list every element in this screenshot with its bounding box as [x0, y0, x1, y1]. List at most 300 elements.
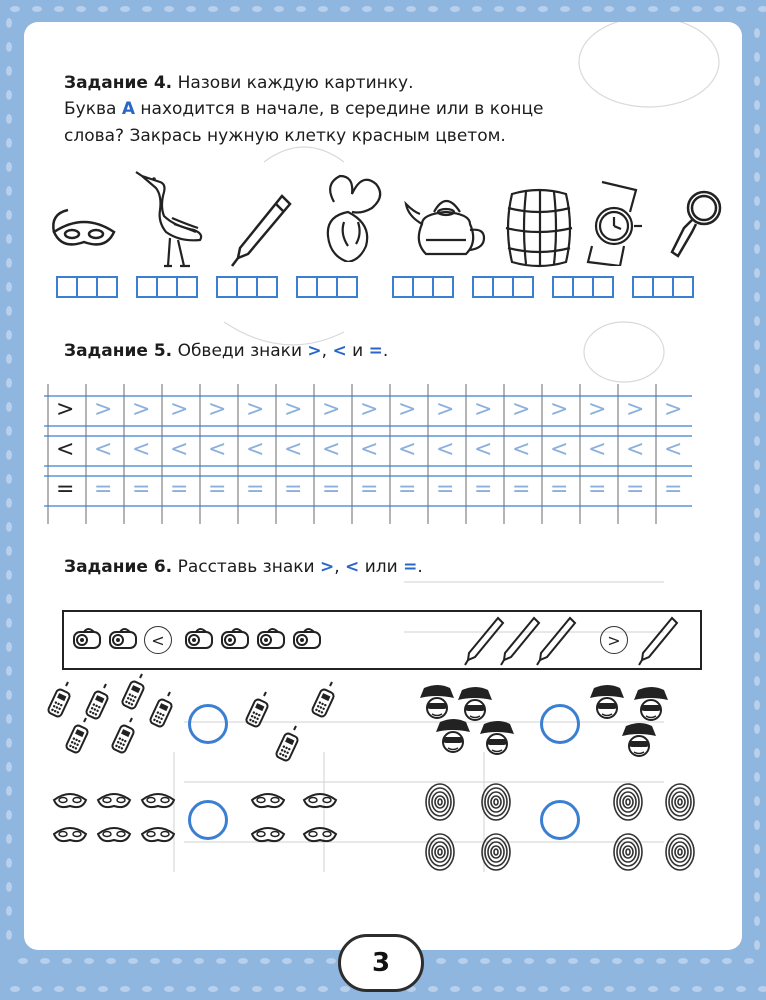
task5-text [64, 338, 388, 364]
footprint [208, 986, 218, 992]
tracing-sign: = [626, 477, 645, 502]
answer-cell[interactable] [176, 276, 198, 298]
task6-sep: , [334, 557, 340, 577]
task4-text [64, 70, 544, 149]
footprint [6, 306, 12, 316]
footprint [692, 6, 702, 12]
footprint [754, 484, 760, 494]
tracing-sign: > [208, 397, 227, 422]
footprint [670, 6, 680, 12]
footprint [6, 618, 12, 628]
footprint [754, 820, 760, 830]
answer-cell[interactable] [236, 276, 258, 298]
task4-line2b: находится в начале, в середине или в конце [140, 99, 544, 120]
tracing-sign: < [284, 437, 303, 462]
footprint [754, 604, 760, 614]
workbook-page [24, 22, 742, 950]
footprint [754, 652, 760, 662]
answer-cell[interactable] [136, 276, 158, 298]
footprint [604, 6, 614, 12]
footprint [754, 244, 760, 254]
tracing-sign: > [664, 397, 683, 422]
tracing-sign: < [436, 437, 455, 462]
footprint [6, 450, 12, 460]
letter-a: А [121, 99, 136, 120]
task5-and: и [352, 341, 364, 361]
footprint [590, 958, 600, 964]
task6-text [64, 554, 423, 580]
footprint [32, 986, 42, 992]
answer-cell[interactable] [472, 276, 494, 298]
footprint [754, 748, 760, 758]
footprint [560, 6, 570, 12]
tracing-sign: = [436, 477, 455, 502]
footprint [54, 986, 64, 992]
tracing-sign: > [94, 397, 113, 422]
footprint [252, 6, 262, 12]
footprint [98, 986, 108, 992]
answer-cell[interactable] [256, 276, 278, 298]
tracing-sign: > [588, 397, 607, 422]
footprint [656, 958, 666, 964]
footprint [754, 556, 760, 566]
footprint [6, 834, 12, 844]
task6-sign-eq: = [403, 557, 418, 577]
footprint [744, 958, 754, 964]
tracing-sign: = [360, 477, 379, 502]
footprint [304, 958, 314, 964]
footprint [54, 6, 64, 12]
task6-end: . [417, 557, 423, 577]
answer-cell[interactable] [56, 276, 78, 298]
task5-end: . [382, 341, 389, 361]
footprint [626, 6, 636, 12]
barrel-icon [504, 186, 574, 268]
tracing-sign: > [56, 397, 75, 422]
example1-sign: < [144, 626, 172, 654]
footprint [754, 28, 760, 38]
answer-cell[interactable] [552, 276, 574, 298]
tracing-sign: < [322, 437, 341, 462]
tracing-sign: < [132, 437, 151, 462]
beet-icon [314, 172, 394, 262]
tracing-sign: < [360, 437, 379, 462]
footprint [6, 90, 12, 100]
footprint [714, 986, 724, 992]
footprint [722, 958, 732, 964]
tracing-sign: < [170, 437, 189, 462]
footprint [494, 6, 504, 12]
footprint [76, 6, 86, 12]
footprint [186, 986, 196, 992]
footprint [6, 186, 12, 196]
tracing-sign: < [474, 437, 493, 462]
footprint [6, 234, 12, 244]
tracing-sign: > [550, 397, 569, 422]
footprint [6, 498, 12, 508]
task6-pictures [24, 672, 742, 902]
footprint [754, 292, 760, 302]
answer-cell-group [56, 276, 116, 298]
footprint [692, 986, 702, 992]
tracing-sign: = [474, 477, 493, 502]
footprint [40, 958, 50, 964]
footprint [98, 6, 108, 12]
footprint [296, 986, 306, 992]
footprint [582, 986, 592, 992]
tracing-sign: > [474, 397, 493, 422]
footprint [150, 958, 160, 964]
footprint [274, 6, 284, 12]
pen-icon [224, 190, 294, 270]
footprint [754, 268, 760, 278]
footprint [230, 986, 240, 992]
task5-sign-gt: > [307, 341, 322, 361]
task6-or: или [364, 557, 398, 577]
tracing-sign: < [664, 437, 683, 462]
footprint [282, 958, 292, 964]
tracing-sign: > [626, 397, 645, 422]
example2-sign: > [600, 626, 628, 654]
footprint [6, 858, 12, 868]
footprint [32, 6, 42, 12]
footprint [6, 882, 12, 892]
footprint [274, 986, 284, 992]
tracing-sign: < [246, 437, 265, 462]
footprint [494, 986, 504, 992]
answer-cell[interactable] [672, 276, 694, 298]
tracing-sign: = [132, 477, 151, 502]
footprint [450, 6, 460, 12]
stork-icon [134, 164, 214, 269]
footprint [516, 6, 526, 12]
tracing-sign: > [398, 397, 417, 422]
footprint [754, 220, 760, 230]
task5-sign-lt: < [332, 341, 347, 361]
tracing-sign: = [512, 477, 531, 502]
footprint [318, 6, 328, 12]
tracing-sign: = [94, 477, 113, 502]
tracing-sign: < [550, 437, 569, 462]
answer-cell[interactable] [432, 276, 454, 298]
tracing-sign: = [170, 477, 189, 502]
footprint [754, 508, 760, 518]
answer-cell[interactable] [652, 276, 674, 298]
footprint [106, 958, 116, 964]
footprint [754, 172, 760, 182]
footprint [560, 986, 570, 992]
footprint [6, 210, 12, 220]
footprint [648, 986, 658, 992]
footprint [754, 100, 760, 110]
watch-icon [578, 180, 658, 266]
footprint [6, 66, 12, 76]
answer-cell[interactable] [76, 276, 98, 298]
footprint [700, 958, 710, 964]
footprint [260, 958, 270, 964]
footprint [6, 162, 12, 172]
footprint [450, 986, 460, 992]
footprint [516, 986, 526, 992]
footprint [120, 6, 130, 12]
task4-pictures [48, 172, 698, 267]
footprint [754, 940, 760, 950]
task5-sign-eq: = [368, 341, 383, 361]
footprint [194, 958, 204, 964]
tracing-sign: = [284, 477, 303, 502]
footprint [6, 690, 12, 700]
answer-cell[interactable] [572, 276, 594, 298]
footprint [6, 738, 12, 748]
tracing-sign: < [398, 437, 417, 462]
tracing-sign: < [512, 437, 531, 462]
teapot-icon [404, 190, 494, 268]
task6-example-box [62, 610, 702, 670]
answer-circle-prints[interactable] [540, 800, 580, 840]
task4-line2a: Буква [64, 99, 117, 120]
answer-cell-group [552, 276, 612, 298]
answer-cell[interactable] [216, 276, 238, 298]
footprint [326, 958, 336, 964]
answer-cell-group [296, 276, 356, 298]
footprint [754, 316, 760, 326]
footprint [208, 6, 218, 12]
footprint [10, 986, 20, 992]
footprint [436, 958, 446, 964]
tracing-sign: = [398, 477, 417, 502]
footprint [754, 148, 760, 158]
task6-sign-lt: < [345, 557, 360, 577]
footprint [172, 958, 182, 964]
footprint [6, 522, 12, 532]
footprint [754, 844, 760, 854]
answer-cell-group [472, 276, 532, 298]
tracing-sign: = [550, 477, 569, 502]
footprint [6, 570, 12, 580]
tracing-sign: > [284, 397, 303, 422]
footprint [754, 724, 760, 734]
footprint [340, 6, 350, 12]
footprint [362, 6, 372, 12]
footprint [230, 6, 240, 12]
footprint [6, 594, 12, 604]
footprint [6, 426, 12, 436]
task5-sep: , [321, 341, 328, 361]
answer-cell[interactable] [492, 276, 514, 298]
footprint [612, 958, 622, 964]
footprint [340, 986, 350, 992]
footprint [10, 6, 20, 12]
footprint [6, 642, 12, 652]
footprint [6, 42, 12, 52]
footprint [754, 340, 760, 350]
task6-text-a: Расставь знаки [177, 557, 315, 577]
footprint [736, 986, 746, 992]
footprint [754, 412, 760, 422]
task4-line1: Назови каждую картинку. [177, 73, 414, 93]
footprint [428, 6, 438, 12]
footprint [538, 6, 548, 12]
footprint [164, 6, 174, 12]
tracing-sign: = [664, 477, 683, 502]
footprint [296, 6, 306, 12]
footprint [754, 364, 760, 374]
footprint [754, 388, 760, 398]
tracing-sign: = [588, 477, 607, 502]
answer-cell[interactable] [392, 276, 414, 298]
footprint [6, 378, 12, 388]
footprint [754, 700, 760, 710]
footprint [458, 958, 468, 964]
footprint [6, 258, 12, 268]
answer-cell[interactable] [296, 276, 318, 298]
footprint [754, 580, 760, 590]
task6-label: Задание 6. [64, 557, 173, 577]
footprint [754, 892, 760, 902]
tracing-sign: < [56, 437, 75, 462]
footprint [6, 18, 12, 28]
answer-circle-phones[interactable] [188, 704, 228, 744]
footprint [318, 986, 328, 992]
answer-circle-masks[interactable] [188, 800, 228, 840]
tracing-sign: > [246, 397, 265, 422]
footprint [678, 958, 688, 964]
footprint [634, 958, 644, 964]
answer-cell[interactable] [336, 276, 358, 298]
tracing-sign: = [246, 477, 265, 502]
answer-cell-group [632, 276, 692, 298]
footprint [6, 546, 12, 556]
footprint [754, 124, 760, 134]
tracing-sign: = [56, 477, 75, 502]
task5-label: Задание 5. [64, 341, 173, 361]
footprint [6, 930, 12, 940]
tracing-sign: > [132, 397, 151, 422]
tracing-sign: < [588, 437, 607, 462]
tracing-sign: > [322, 397, 341, 422]
tracing-sign: > [170, 397, 189, 422]
mask-icon [48, 200, 120, 260]
task6-sign-gt: > [319, 557, 335, 577]
footprint [216, 958, 226, 964]
magnifier-icon [668, 186, 728, 266]
footprint [472, 6, 482, 12]
footprint [384, 6, 394, 12]
answer-cell[interactable] [156, 276, 178, 298]
footprint [252, 986, 262, 992]
footprint [6, 138, 12, 148]
tracing-sign: > [436, 397, 455, 422]
footprint [754, 76, 760, 86]
footprint [754, 532, 760, 542]
footprint [6, 666, 12, 676]
footprint [754, 916, 760, 926]
task4-line3: слова? Закрась нужную клетку красным цветом. [64, 125, 506, 146]
footprint [62, 958, 72, 964]
footprint [6, 114, 12, 124]
footprint [84, 958, 94, 964]
footprint [648, 6, 658, 12]
footprint [754, 676, 760, 686]
footprint [626, 986, 636, 992]
footprint [546, 958, 556, 964]
footprint [754, 196, 760, 206]
footprint [754, 436, 760, 446]
footprint [754, 796, 760, 806]
answer-cell-group [136, 276, 196, 298]
page-number: 3 [338, 934, 424, 992]
footprint [524, 958, 534, 964]
footprint [6, 786, 12, 796]
footprint [754, 868, 760, 878]
answer-cell-group [216, 276, 276, 298]
footprint [6, 906, 12, 916]
footprint [582, 6, 592, 12]
tracing-sign: < [626, 437, 645, 462]
answer-cell[interactable] [412, 276, 434, 298]
footprint [120, 986, 130, 992]
footprint [670, 986, 680, 992]
footprint [758, 986, 766, 992]
footprint [604, 986, 614, 992]
answer-cell[interactable] [512, 276, 534, 298]
footprint [164, 986, 174, 992]
footprint [6, 810, 12, 820]
footprint [6, 402, 12, 412]
answer-circle-spies[interactable] [540, 704, 580, 744]
footprint [754, 52, 760, 62]
tracing-sign: = [322, 477, 341, 502]
answer-cell[interactable] [96, 276, 118, 298]
footprint [480, 958, 490, 964]
task5-text-a: Обведи знаки [177, 341, 302, 361]
answer-cell[interactable] [316, 276, 338, 298]
footprint [6, 474, 12, 484]
tracing-sign: > [360, 397, 379, 422]
footprint [142, 986, 152, 992]
footprint [568, 958, 578, 964]
footprint [238, 958, 248, 964]
footprint [736, 6, 746, 12]
answer-cell[interactable] [592, 276, 614, 298]
footprint [502, 958, 512, 964]
footprint [754, 628, 760, 638]
footprint [6, 762, 12, 772]
footprint [754, 772, 760, 782]
footprint [186, 6, 196, 12]
tracing-sign: = [208, 477, 227, 502]
task4-label: Задание 4. [64, 73, 173, 93]
answer-cell[interactable] [632, 276, 654, 298]
footprint [754, 460, 760, 470]
footprint [406, 6, 416, 12]
tracing-sign: < [208, 437, 227, 462]
footprint [142, 6, 152, 12]
footprint [6, 714, 12, 724]
footprint [538, 986, 548, 992]
tracing-signs [44, 384, 692, 524]
footprint [18, 958, 28, 964]
footprint [6, 354, 12, 364]
footprint [6, 282, 12, 292]
tracing-sign: > [512, 397, 531, 422]
footprint [76, 986, 86, 992]
answer-cell-group [392, 276, 452, 298]
footprint [428, 986, 438, 992]
footprint [758, 6, 766, 12]
footprint [472, 986, 482, 992]
footprint [6, 330, 12, 340]
